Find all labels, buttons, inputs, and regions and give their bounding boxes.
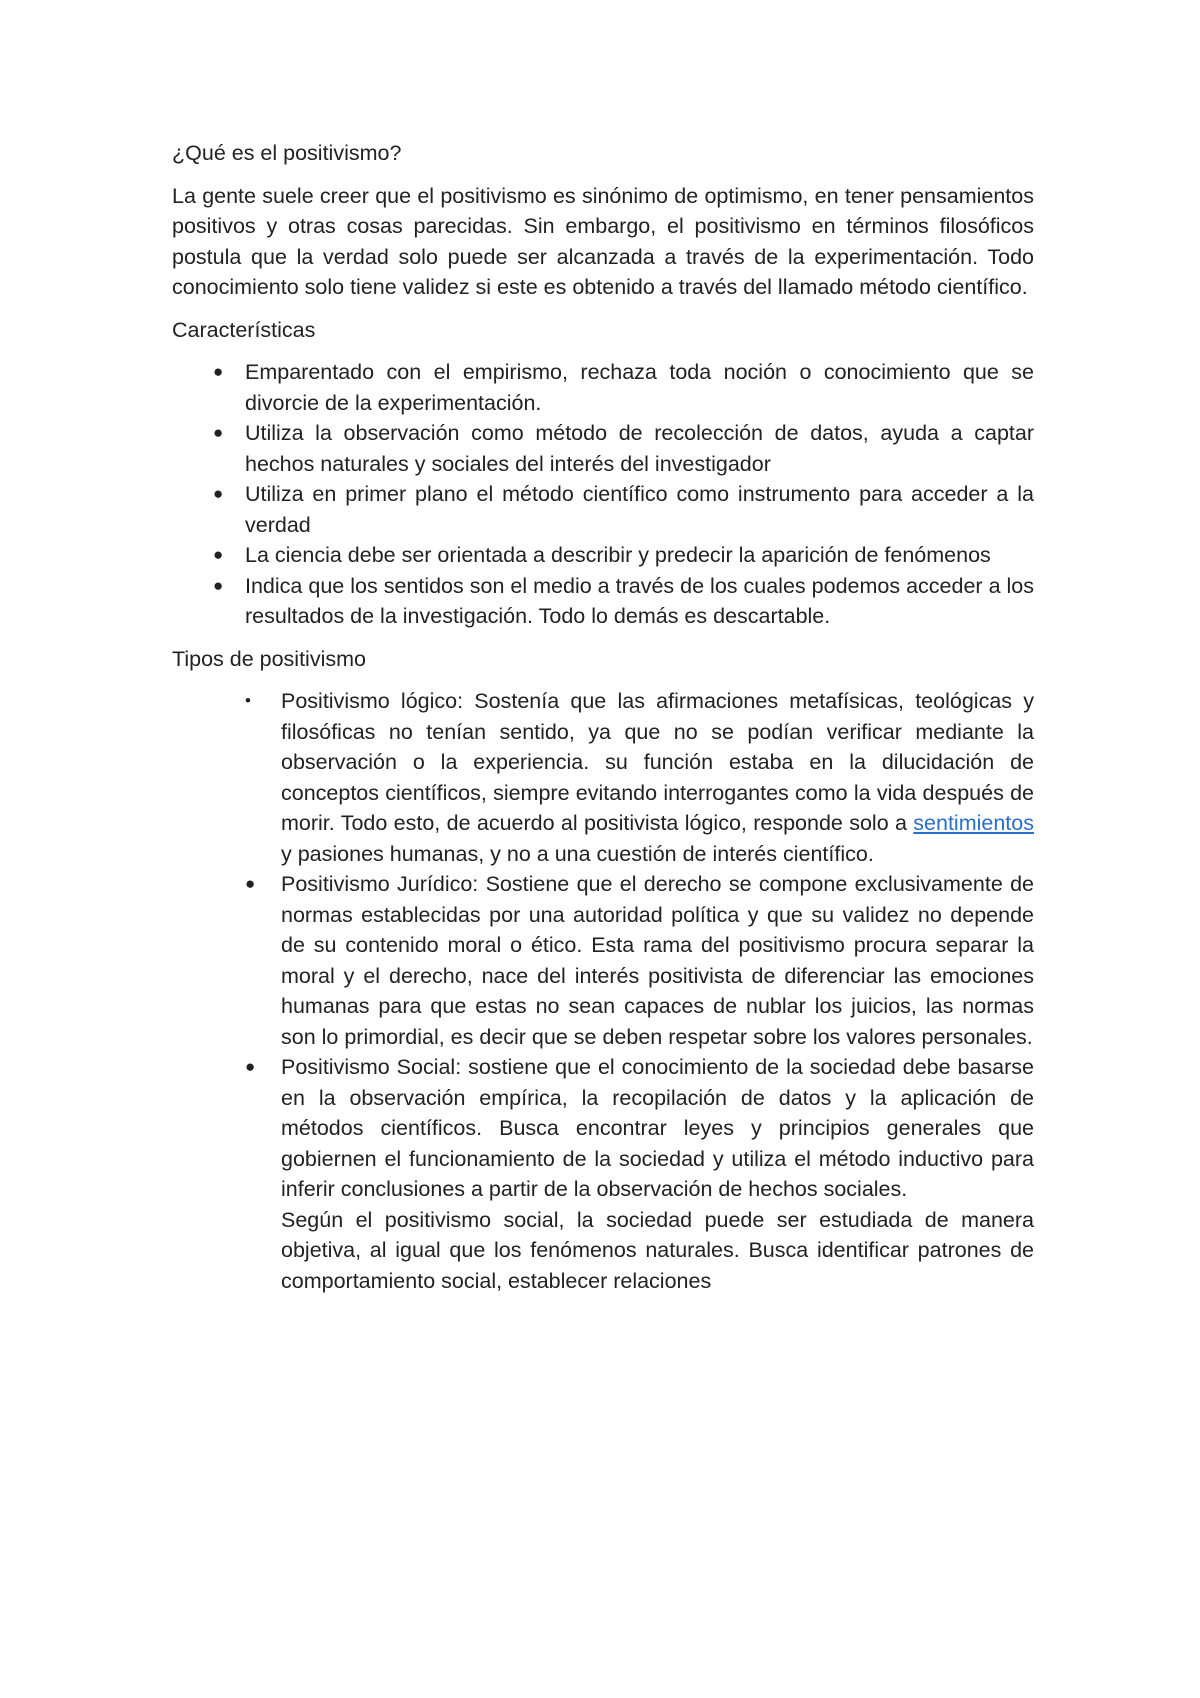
list-item-text: Indica que los sentidos son el medio a través de los cuales podemos acceder a los resultados de la investigación. Todo lo demás es descartable. [245,573,1034,628]
social-paragraph-1: Positivismo Social: sostiene que el conocimiento de la sociedad debe basarse en la observación empírica, la recopilación de datos y la aplicación de métodos científicos. Busca encontrar leyes y principios generales que gobiernen el funcionamiento de la sociedad y utiliza el método inductivo para inferir conclusiones a partir de la observación de hechos sociales. [281,1055,1034,1201]
bullet-icon: ● [213,545,224,564]
document-page [172,138,1034,1308]
characteristics-list [172,357,1034,632]
bullet-icon: ● [245,1057,256,1076]
list-item [172,357,1034,418]
section-title-types: Tipos de positivismo [172,646,366,671]
bullet-icon: ● [213,575,224,595]
section-title-characteristics: Características [172,317,316,342]
bullet-icon: ● [213,362,224,381]
bullet-icon: ● [213,484,224,503]
types-list [172,686,1034,1296]
sentimientos-link[interactable]: sentimientos [913,811,1034,835]
social-paragraph-2: Según el positivismo social, la sociedad puede ser estudiada de manera objetiva, al igual que los fenómenos naturales. Busca identificar patrones de comportamiento social, establecer relaciones [281,1207,1034,1293]
list-item-text: La ciencia debe ser orientada a describir y predecir la aparición de fenómenos [245,543,991,567]
list-item-logical-positivism [172,686,1034,869]
intro-paragraph: La gente suele creer que el positivismo es sinónimo de optimismo, en tener pensamientos positivos y otras cosas parecidas. Sin embargo, el positivismo en términos filosóficos postula que la verdad solo puede ser alcanzada a través de la experimentación. Todo conocimiento solo tiene validez si este es obtenido a través del llamado método científico. [172,183,1034,299]
bullet-icon: ● [213,423,224,442]
logical-text-after-link: y pasiones humanas, y no a una cuestión de interés científico. [281,841,874,866]
list-item [172,540,1034,571]
list-item [172,418,1034,479]
list-item-text: Emparentado con el empirismo, rechaza toda noción o conocimiento que se divorcie de la experimentación. [245,360,1034,415]
juridical-text: Positivismo Jurídico: Sostiene que el derecho se compone exclusivamente de normas establecidas por una autoridad política y que su validez no depende de su contenido moral o ético. Esta rama del positivismo procura separar la moral y el derecho, nace del interés positivista de diferenciar las emociones humanas para que estas no sean capaces de nublar los juicios, las normas son lo primordial, es decir que se deben respetar sobre los valores personales. [281,872,1034,1049]
logical-text-before-link: Positivismo lógico: Sostenía que las afirmaciones metafísicas, teológicas y filosóficas no tenían sentido, ya que no se podían verificar mediante la observación o la experiencia. su función estaba en la dilucidación de conceptos científicos, siempre evitando interrogantes como la vida después de morir. Todo esto, de acuerdo al positivista lógico, responde solo a [281,689,1034,835]
list-item [172,479,1034,540]
section-title-what-is-positivism: ¿Qué es el positivismo? [172,141,402,165]
list-item-juridical-positivism [172,869,1034,1052]
list-item [172,571,1034,632]
bullet-icon: • [245,691,251,710]
list-item-text: Utiliza la observación como método de recolección de datos, ayuda a captar hechos naturales y sociales del interés del investigador [245,421,1034,476]
list-item-text: Utiliza en primer plano el método científico como instrumento para acceder a la verdad [245,482,1034,537]
list-item-social-positivism [172,1052,1034,1296]
bullet-icon: ● [245,874,256,893]
